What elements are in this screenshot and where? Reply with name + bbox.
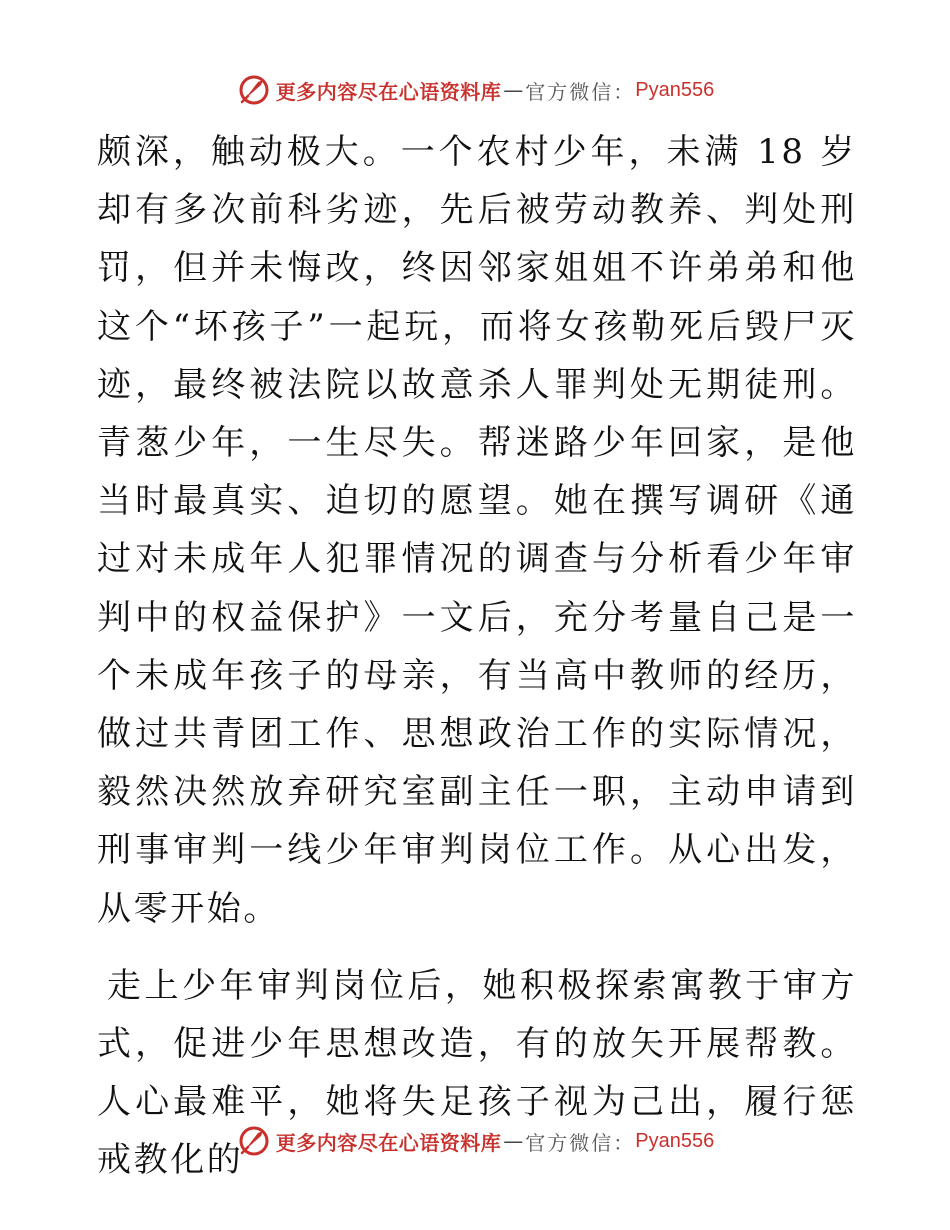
header-separator: — [503, 78, 524, 102]
quill-logo-icon [236, 1123, 272, 1159]
footer-wechat-label: 官方微信： [525, 1130, 636, 1155]
header-wechat-id: Pyan556 [635, 78, 715, 101]
footer-banner [0, 1121, 950, 1161]
header-brand-text: 更多内容尽在心语资料库 [275, 79, 502, 104]
header-wechat-label: 官方微信： [525, 79, 636, 104]
body-paragraph-1: 颇深，触动极大。一个农村少年，未满 18 岁却有多次前科劣迹，先后被劳动教养、判处刑罚，但并未悔改，终因邻家姐姐不许弟弟和他这个“坏孩子”一起玩，而将女孩勒死后毁尸灭迹，最终被法院以故意杀人罪判处无期徒刑。青葱少年，一生尽失。帮迷路少年回家，是他当时最真实、迫切的愿望。她在撰写调研《通过对未成年人犯罪情况的调查与分析看少年审判中的权益保护》一文后，充分考量自己是一个未成年孩子的母亲，有当高中教师的经历，做过共青团工作、思想政治工作的实际情况，毅然决然放弃研究室副主任一职，主动申请到刑事审判一线少年审判岗位工作。从心出发，从零开始。 [97, 132, 857, 929]
quill-logo-icon [236, 72, 272, 108]
body-paragraph-2: 走上少年审判岗位后，她积极探索寓教于审方式，促进少年思想改造，有的放矢开展帮教。人心最难平，她将失足孩子视为己出，履行惩戒教化的 [97, 965, 857, 1181]
document-body [97, 123, 857, 1190]
header-banner [0, 70, 950, 110]
footer-wechat-id: Pyan556 [635, 1129, 715, 1152]
footer-separator: — [503, 1129, 524, 1153]
footer-brand-text: 更多内容尽在心语资料库 [275, 1130, 502, 1155]
